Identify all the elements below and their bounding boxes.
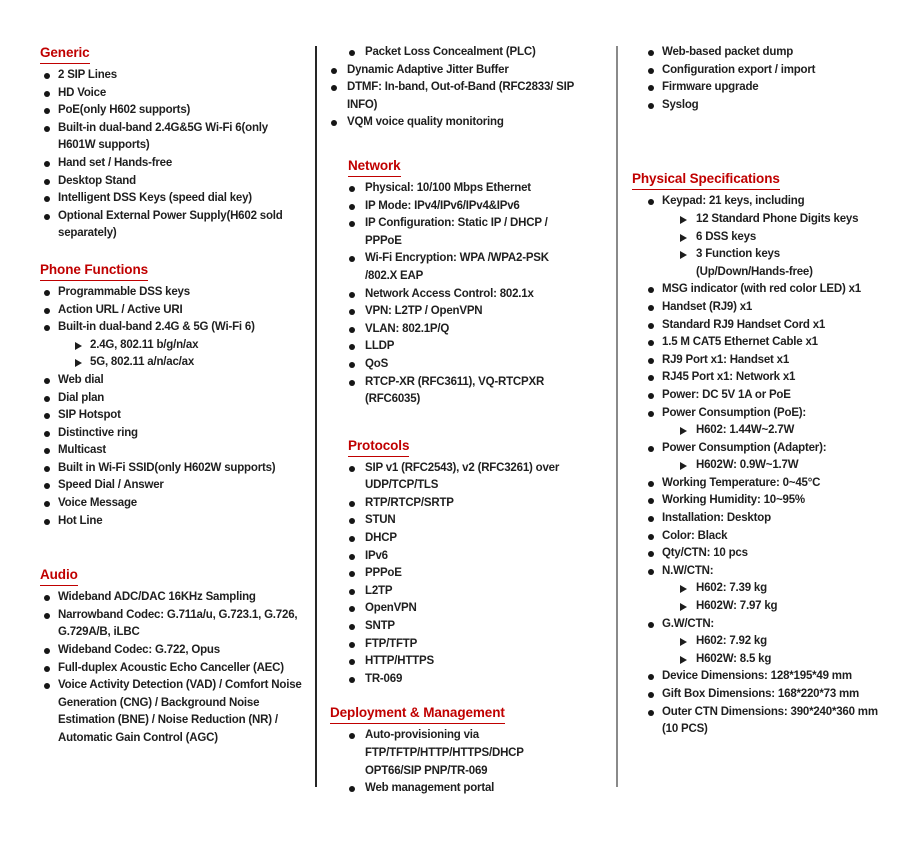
section-heading-text: Physical Specifications [632, 170, 780, 190]
dot-bullet-icon [648, 79, 662, 91]
dot-bullet-icon [349, 303, 365, 315]
item-text: Color: Black [662, 529, 728, 542]
item-text: Working Temperature: 0~45°C [662, 476, 821, 489]
item-text: Standard RJ9 Handset Cord x1 [662, 318, 826, 331]
item-text: Handset (RJ9) x1 [662, 300, 753, 313]
item-text: DHCP [365, 532, 397, 545]
dot-bullet-icon [44, 442, 58, 454]
section-heading [40, 44, 302, 64]
item-text: Dynamic Adaptive Jitter Buffer [347, 63, 509, 76]
column-divider-left [315, 46, 317, 787]
spec-column-right [632, 44, 888, 739]
dot-bullet-icon [44, 302, 58, 314]
item-text: 5G, 802.11 a/n/ac/ax [90, 356, 195, 369]
item-text: FTP/TFTP [365, 637, 418, 650]
item-text: Voice Activity Detection (VAD) / Comfort Noise Generation (CNG) / Background Noise Estimation (BNE) / Noise Reduction (NR) / Automatic Gain Control (AGC) [58, 679, 302, 744]
spec-item [330, 79, 575, 114]
dot-bullet-icon [349, 530, 365, 542]
item-text: Speed Dial / Answer [58, 479, 164, 492]
section-heading [348, 437, 575, 457]
item-text: Desktop Stand [58, 174, 136, 187]
spec-item [40, 513, 302, 531]
spec-item [632, 510, 888, 528]
spec-item [40, 337, 302, 355]
dot-bullet-icon [44, 208, 58, 220]
spec-item [632, 97, 888, 115]
spec-item [330, 495, 575, 513]
item-text: RTCP-XR (RFC3611), VQ-RTCPXR (RFC6035) [365, 375, 545, 406]
spec-item [330, 653, 575, 671]
spec-column-left [40, 44, 302, 748]
spec-item [632, 528, 888, 546]
dot-bullet-icon [648, 492, 662, 504]
dot-bullet-icon [349, 198, 365, 210]
spec-item [330, 780, 575, 798]
item-text: RJ45 Port x1: Network x1 [662, 371, 796, 384]
item-text: Programmable DSS keys [58, 285, 190, 298]
item-text: H602W: 0.9W~1.7W [696, 459, 799, 472]
dot-bullet-icon [648, 616, 662, 628]
spec-item [632, 62, 888, 80]
item-text: HD Voice [58, 86, 107, 99]
spec-item [330, 338, 575, 356]
spec-item [40, 677, 302, 747]
item-text: Web management portal [365, 782, 495, 795]
dot-bullet-icon [44, 67, 58, 79]
section-network [330, 157, 575, 409]
item-text: 1.5 M CAT5 Ethernet Cable x1 [662, 336, 818, 349]
item-text: Power Consumption (PoE): [662, 406, 807, 419]
dot-bullet-icon [349, 460, 365, 472]
dot-bullet-icon [44, 319, 58, 331]
arrow-bullet-icon [680, 422, 696, 435]
dot-bullet-icon [349, 727, 365, 739]
item-text: Auto-provisioning via FTP/TFTP/HTTP/HTTPS/DHCP OPT66/SIP PNP/TR-069 [365, 729, 524, 777]
spec-item [632, 405, 888, 423]
item-text: OpenVPN [365, 602, 417, 615]
dot-bullet-icon [349, 565, 365, 577]
section-heading [348, 157, 575, 177]
item-text: RJ9 Port x1: Handset x1 [662, 353, 790, 366]
item-text: Hand set / Hands-free [58, 156, 173, 169]
item-text: RTP/RTCP/SRTP [365, 496, 454, 509]
spec-item [330, 618, 575, 636]
spec-item [632, 475, 888, 493]
dot-bullet-icon [648, 352, 662, 364]
spec-item [330, 215, 575, 250]
spec-item [632, 79, 888, 97]
spec-item [330, 44, 575, 62]
item-text: Narrowband Codec: G.711a/u, G.723.1, G.726, G.729A/B, iLBC [58, 608, 298, 639]
spec-item [632, 387, 888, 405]
section-audio [40, 566, 302, 747]
spec-item [632, 651, 888, 669]
spec-item [632, 668, 888, 686]
spec-item [330, 460, 575, 495]
section-phone-functions [40, 261, 302, 530]
spec-item [40, 607, 302, 642]
dot-bullet-icon [349, 215, 365, 227]
item-text: Keypad: 21 keys, including [662, 195, 805, 208]
dot-bullet-icon [44, 425, 58, 437]
spec-item [632, 440, 888, 458]
section-middle-continued-0 [330, 44, 575, 132]
item-text: Working Humidity: 10~95% [662, 494, 805, 507]
dot-bullet-icon [648, 528, 662, 540]
item-text: Installation: Desktop [662, 512, 771, 525]
item-text: Built-in dual-band 2.4G&5G Wi-Fi 6(only H601W supports) [58, 121, 268, 152]
spec-item [40, 173, 302, 191]
item-text: Built-in dual-band 2.4G & 5G (Wi-Fi 6) [58, 321, 255, 334]
spec-item [330, 512, 575, 530]
spec-item [40, 319, 302, 337]
spec-item [330, 321, 575, 339]
section-generic [40, 44, 302, 243]
spec-item [40, 85, 302, 103]
arrow-bullet-icon [680, 651, 696, 664]
dot-bullet-icon [349, 780, 365, 792]
section-right-continued-0 [632, 44, 888, 114]
spec-item [632, 211, 888, 229]
dot-bullet-icon [44, 155, 58, 167]
section-heading [632, 170, 888, 190]
item-text: Wideband Codec: G.722, Opus [58, 644, 220, 657]
spec-item [632, 457, 888, 475]
spec-item [632, 352, 888, 370]
spec-item [40, 208, 302, 243]
spec-item [632, 246, 888, 264]
section-heading [330, 704, 575, 724]
spec-item [632, 598, 888, 616]
arrow-bullet-icon [680, 598, 696, 611]
item-text: VLAN: 802.1P/Q [365, 322, 450, 335]
item-text: Power Consumption (Adapter): [662, 441, 827, 454]
arrow-bullet-icon [75, 337, 90, 350]
dot-bullet-icon [349, 653, 365, 665]
spec-item [40, 460, 302, 478]
spec-item [330, 198, 575, 216]
item-text: Syslog [662, 98, 699, 111]
item-text: SIP Hotspot [58, 409, 121, 422]
dot-bullet-icon [648, 369, 662, 381]
dot-bullet-icon [349, 583, 365, 595]
item-text: Outer CTN Dimensions: 390*240*360 mm (10 PCS) [662, 705, 878, 736]
dot-bullet-icon [44, 589, 58, 601]
dot-bullet-icon [44, 495, 58, 507]
spec-item [330, 62, 575, 80]
arrow-bullet-icon [75, 354, 90, 367]
section-physical-specifications [632, 170, 888, 738]
dot-bullet-icon [648, 44, 662, 56]
dot-bullet-icon [648, 317, 662, 329]
spec-item [40, 120, 302, 155]
spec-item [40, 372, 302, 390]
dot-bullet-icon [44, 660, 58, 672]
dot-bullet-icon [349, 548, 365, 560]
item-text: Voice Message [58, 497, 138, 510]
spec-item [40, 642, 302, 660]
spec-item [632, 369, 888, 387]
dot-bullet-icon [44, 372, 58, 384]
item-text: Device Dimensions: 128*195*49 mm [662, 670, 852, 683]
spec-item [40, 477, 302, 495]
item-text: Wi-Fi Encryption: WPA /WPA2-PSK /802.X EAP [365, 252, 549, 282]
dot-bullet-icon [44, 477, 58, 489]
item-text: DTMF: In-band, Out-of-Band (RFC2833/ SIP INFO) [347, 81, 574, 111]
dot-bullet-icon [648, 475, 662, 487]
item-text: Action URL / Active URI [58, 303, 183, 316]
dot-bullet-icon [349, 286, 365, 298]
item-text: VQM voice quality monitoring [347, 116, 504, 129]
dot-bullet-icon [349, 671, 365, 683]
dot-bullet-icon [44, 173, 58, 185]
item-text: Gift Box Dimensions: 168*220*73 mm [662, 688, 860, 700]
dot-bullet-icon [648, 563, 662, 575]
dot-bullet-icon [44, 460, 58, 472]
arrow-bullet-icon [680, 457, 696, 470]
spec-item [330, 565, 575, 583]
arrow-bullet-icon [680, 246, 696, 259]
section-heading-text: Generic [40, 44, 90, 64]
section-heading-text: Deployment & Management [330, 704, 505, 724]
dot-bullet-icon [648, 440, 662, 452]
dot-bullet-icon [648, 334, 662, 346]
section-heading-text: Protocols [348, 437, 409, 457]
spec-item [40, 425, 302, 443]
item-text: Dial plan [58, 391, 105, 404]
item-text: Power: DC 5V 1A or PoE [662, 388, 791, 401]
dot-bullet-icon [331, 114, 347, 126]
item-text: H602: 7.92 kg [696, 635, 767, 648]
spec-item [40, 407, 302, 425]
spec-item [632, 545, 888, 563]
dot-bullet-icon [349, 250, 365, 262]
spec-item [330, 636, 575, 654]
dot-bullet-icon [648, 545, 662, 557]
spec-item [632, 616, 888, 634]
item-text: Built in Wi-Fi SSID(only H602W supports) [58, 461, 276, 474]
dot-bullet-icon [44, 677, 58, 689]
spec-item [330, 114, 575, 132]
item-text: (Up/Down/Hands-free) [696, 265, 813, 278]
dot-bullet-icon [44, 607, 58, 619]
spec-item [40, 390, 302, 408]
spec-item [40, 442, 302, 460]
dot-bullet-icon [44, 284, 58, 296]
item-text: Web-based packet dump [662, 46, 794, 58]
arrow-bullet-icon [680, 633, 696, 646]
dot-bullet-icon [349, 44, 365, 56]
item-text: Network Access Control: 802.1x [365, 287, 534, 300]
item-text: N.W/CTN: [662, 564, 714, 577]
item-text: SNTP [365, 620, 395, 633]
item-text: Intelligent DSS Keys (speed dial key) [58, 192, 252, 205]
spec-item [330, 583, 575, 601]
item-text: 2 SIP Lines [58, 69, 117, 81]
item-text: L2TP [365, 584, 393, 597]
spec-item [632, 299, 888, 317]
spec-item [632, 264, 888, 282]
item-text: 6 DSS keys [696, 230, 757, 243]
dot-bullet-icon [648, 97, 662, 109]
dot-bullet-icon [44, 190, 58, 202]
dot-bullet-icon [331, 62, 347, 74]
spec-item [632, 563, 888, 581]
spec-item [632, 317, 888, 335]
section-protocols [330, 437, 575, 689]
item-text: IPv6 [365, 549, 388, 562]
dot-bullet-icon [349, 374, 365, 386]
spec-item [632, 422, 888, 440]
item-text: Physical: 10/100 Mbps Ethernet [365, 181, 531, 194]
spec-item [40, 660, 302, 678]
item-text: SIP v1 (RFC2543), v2 (RFC3261) over UDP/TCP/TLS [365, 461, 560, 492]
item-text: Hot Line [58, 514, 103, 527]
spec-item [40, 589, 302, 607]
item-text: Firmware upgrade [662, 81, 759, 94]
spec-item [40, 284, 302, 302]
dot-bullet-icon [648, 62, 662, 74]
spec-item [330, 671, 575, 689]
item-text: Distinctive ring [58, 426, 138, 439]
item-text: 3 Function keys [696, 248, 780, 261]
item-text: H602: 1.44W~2.7W [696, 424, 795, 437]
item-text: Packet Loss Concealment (PLC) [365, 46, 536, 58]
item-text: Optional External Power Supply(H602 sold separately) [58, 209, 283, 240]
dot-bullet-icon [44, 85, 58, 97]
item-text: QoS [365, 357, 389, 370]
item-text: HTTP/HTTPS [365, 655, 434, 668]
item-text: 2.4G, 802.11 b/g/n/ax [90, 338, 199, 351]
section-heading-text: Network [348, 157, 401, 177]
item-text: G.W/CTN: [662, 617, 715, 630]
arrow-bullet-icon [680, 580, 696, 593]
spec-item [330, 530, 575, 548]
dot-bullet-icon [648, 299, 662, 311]
dot-bullet-icon [349, 495, 365, 507]
spec-item [632, 229, 888, 247]
item-text: MSG indicator (with red color LED) x1 [662, 283, 861, 296]
item-text: VPN: L2TP / OpenVPN [365, 305, 483, 318]
item-text: Multicast [58, 444, 107, 457]
item-text: IP Configuration: Static IP / DHCP / PPPoE [365, 217, 548, 247]
spec-item [40, 354, 302, 372]
item-text: H602W: 7.97 kg [696, 600, 778, 613]
spec-column-middle [330, 44, 575, 798]
item-text: H602W: 8.5 kg [696, 652, 772, 665]
spec-item [40, 67, 302, 85]
arrow-bullet-icon [680, 229, 696, 242]
spec-item [632, 281, 888, 299]
item-text: LLDP [365, 340, 395, 353]
spec-item [330, 600, 575, 618]
section-heading [40, 566, 302, 586]
spec-item [632, 686, 888, 704]
item-text: Full-duplex Acoustic Echo Canceller (AEC) [58, 661, 284, 674]
dot-bullet-icon [44, 120, 58, 132]
item-text: H602: 7.39 kg [696, 582, 767, 595]
spec-item [330, 286, 575, 304]
section-heading-text: Audio [40, 566, 78, 586]
spec-item [330, 548, 575, 566]
spec-item [40, 302, 302, 320]
column-divider-right [616, 46, 618, 787]
dot-bullet-icon [349, 356, 365, 368]
dot-bullet-icon [44, 390, 58, 402]
section-heading [40, 261, 302, 281]
spec-item [330, 356, 575, 374]
section-heading-text: Phone Functions [40, 261, 148, 281]
spec-item [632, 704, 888, 739]
dot-bullet-icon [648, 387, 662, 399]
arrow-bullet-icon [680, 211, 696, 224]
spec-item [40, 155, 302, 173]
item-text: Wideband ADC/DAC 16KHz Sampling [58, 591, 256, 604]
dot-bullet-icon [648, 686, 662, 698]
dot-bullet-icon [648, 510, 662, 522]
spec-item [632, 492, 888, 510]
spec-item [330, 180, 575, 198]
dot-bullet-icon [648, 668, 662, 680]
dot-bullet-icon [349, 600, 365, 612]
spec-item [40, 190, 302, 208]
item-text: Qty/CTN: 10 pcs [662, 547, 748, 560]
dot-bullet-icon [349, 618, 365, 630]
dot-bullet-icon [44, 407, 58, 419]
dot-bullet-icon [648, 281, 662, 293]
spec-item [632, 44, 888, 62]
item-text: PoE(only H602 supports) [58, 104, 191, 117]
dot-bullet-icon [349, 512, 365, 524]
spec-item [40, 495, 302, 513]
spec-item [40, 102, 302, 120]
dot-bullet-icon [349, 338, 365, 350]
spec-item [330, 303, 575, 321]
item-text: Web dial [58, 373, 104, 386]
dot-bullet-icon [648, 704, 662, 716]
dot-bullet-icon [648, 405, 662, 417]
spec-item [632, 580, 888, 598]
item-text: Configuration export / import [662, 63, 816, 76]
dot-bullet-icon [44, 102, 58, 114]
dot-bullet-icon [349, 180, 365, 192]
spec-item [330, 727, 575, 780]
spec-item [632, 633, 888, 651]
dot-bullet-icon [349, 321, 365, 333]
item-text: IP Mode: IPv4/IPv6/IPv4&IPv6 [365, 199, 520, 212]
item-text: 12 Standard Phone Digits keys [696, 212, 859, 225]
item-text: STUN [365, 514, 396, 527]
spec-item [632, 193, 888, 211]
spec-item [330, 374, 575, 409]
section-deployment-management [330, 704, 575, 797]
item-text: PPPoE [365, 567, 402, 580]
spec-item [632, 334, 888, 352]
dot-bullet-icon [331, 79, 347, 91]
dot-bullet-icon [349, 636, 365, 648]
dot-bullet-icon [44, 642, 58, 654]
spec-item [330, 250, 575, 285]
item-text: TR-069 [365, 672, 403, 685]
dot-bullet-icon [648, 193, 662, 205]
dot-bullet-icon [44, 513, 58, 525]
